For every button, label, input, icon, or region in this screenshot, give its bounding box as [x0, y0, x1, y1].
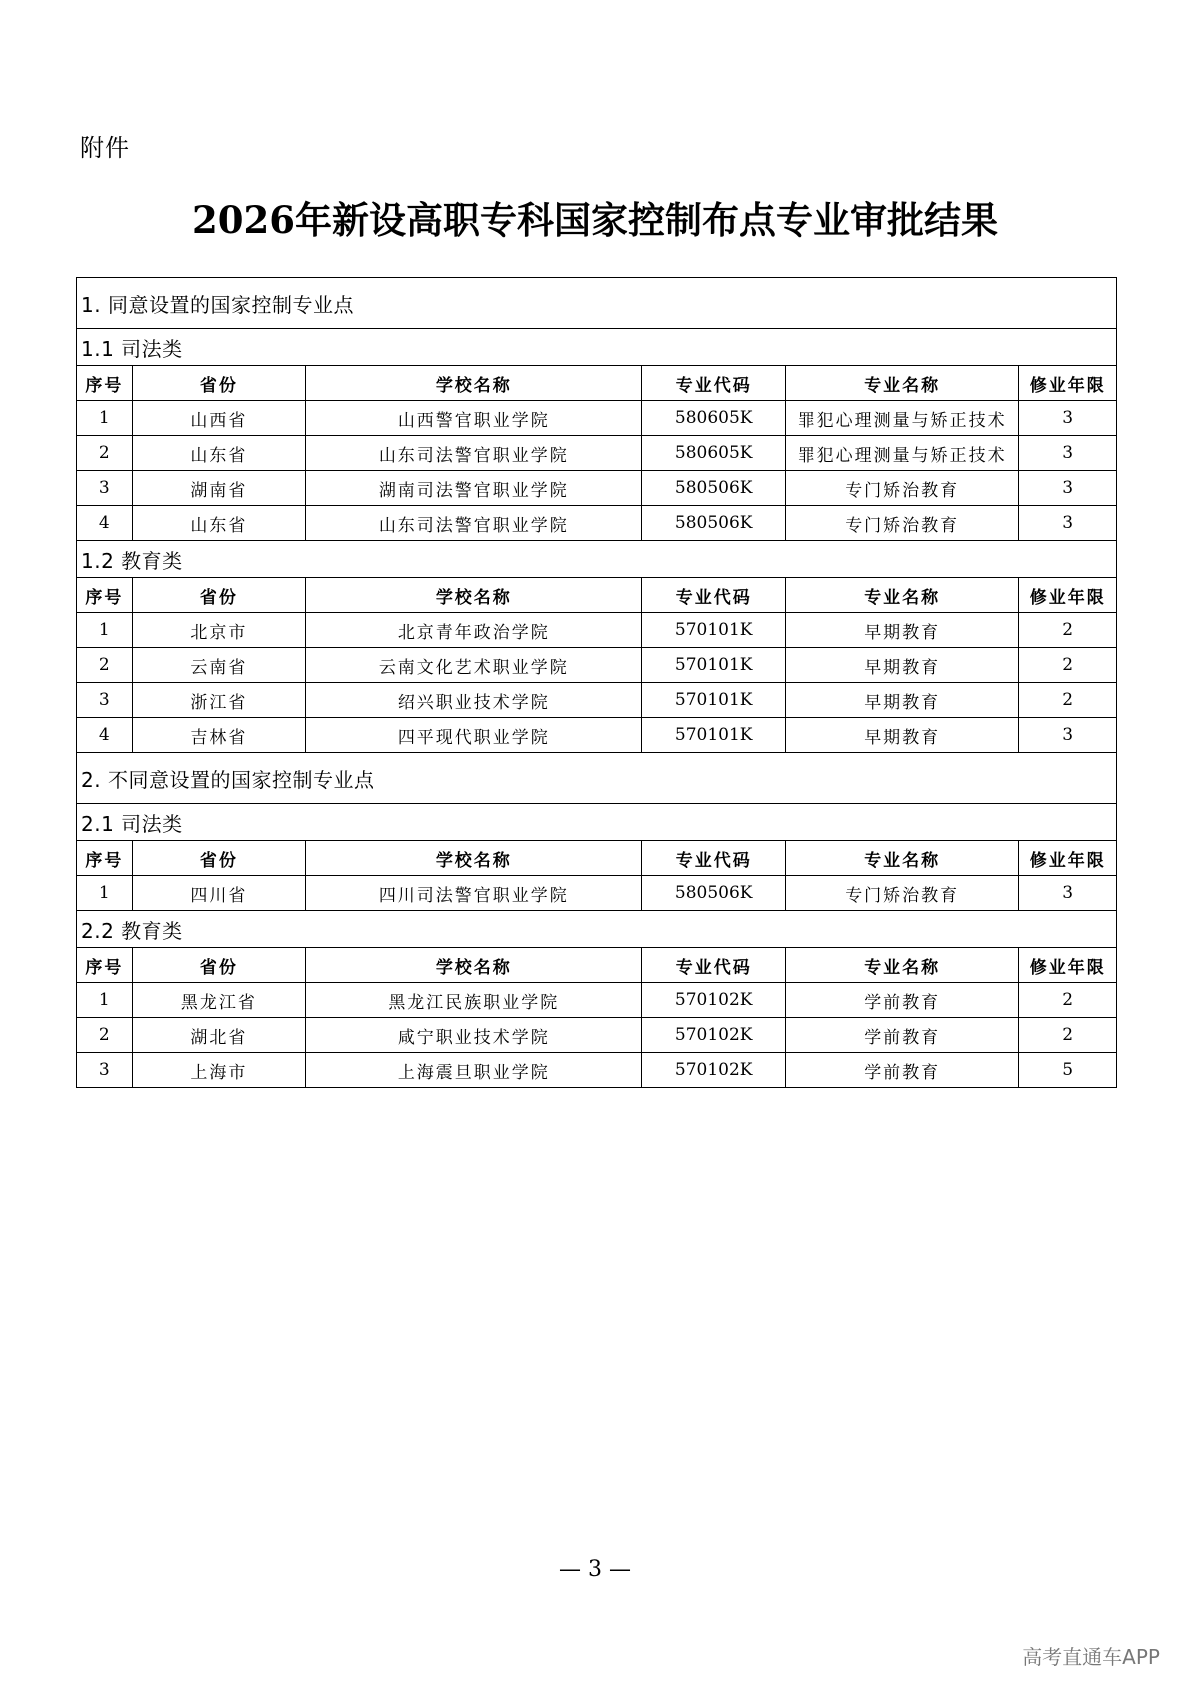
- cell-major-code: 580506K: [642, 876, 786, 911]
- header-study-years: 修业年限: [1019, 578, 1117, 613]
- cell-major-code: 570102K: [642, 1053, 786, 1088]
- table-row: [77, 683, 1117, 718]
- cell-province: 上海市: [132, 1053, 305, 1088]
- category-title-row: [77, 541, 1117, 578]
- category-title-row: [77, 804, 1117, 841]
- header-province: 省份: [132, 948, 305, 983]
- cell-major-name: 罪犯心理测量与矫正技术: [785, 401, 1018, 436]
- header-serial: 序号: [77, 578, 133, 613]
- header-school-name: 学校名称: [306, 841, 642, 876]
- cell-major-code: 580605K: [642, 401, 786, 436]
- cell-school-name: 山东司法警官职业学院: [306, 436, 642, 471]
- attachment-label: 附件: [80, 134, 130, 162]
- category-title-row: [77, 329, 1117, 366]
- cell-province: 湖北省: [132, 1018, 305, 1053]
- cell-school-name: 咸宁职业技术学院: [306, 1018, 642, 1053]
- cell-major-name: 早期教育: [785, 613, 1018, 648]
- header-school-name: 学校名称: [306, 578, 642, 613]
- cell-serial: 3: [77, 1053, 133, 1088]
- cell-major-name: 罪犯心理测量与矫正技术: [785, 436, 1018, 471]
- cell-school-name: 四平现代职业学院: [306, 718, 642, 753]
- table-row: [77, 613, 1117, 648]
- cell-school-name: 云南文化艺术职业学院: [306, 648, 642, 683]
- cell-school-name: 绍兴职业技术学院: [306, 683, 642, 718]
- header-school-name: 学校名称: [306, 948, 642, 983]
- section-title: 1. 同意设置的国家控制专业点: [77, 278, 1117, 329]
- cell-study-years: 3: [1019, 471, 1117, 506]
- section-title-row: [77, 278, 1117, 329]
- cell-major-code: 580605K: [642, 436, 786, 471]
- cell-major-name: 学前教育: [785, 983, 1018, 1018]
- cell-major-name: 专门矫治教育: [785, 876, 1018, 911]
- cell-major-code: 580506K: [642, 471, 786, 506]
- header-school-name: 学校名称: [306, 366, 642, 401]
- header-major-code: 专业代码: [642, 578, 786, 613]
- cell-province: 山东省: [132, 436, 305, 471]
- section-title: 2. 不同意设置的国家控制专业点: [77, 753, 1117, 804]
- header-major-name: 专业名称: [785, 578, 1018, 613]
- cell-school-name: 四川司法警官职业学院: [306, 876, 642, 911]
- watermark: 高考直通车APP: [1022, 1645, 1160, 1669]
- header-major-name: 专业名称: [785, 841, 1018, 876]
- header-major-code: 专业代码: [642, 366, 786, 401]
- document-title: 2026年新设高职专科国家控制布点专业审批结果: [192, 198, 998, 242]
- header-study-years: 修业年限: [1019, 841, 1117, 876]
- cell-province: 北京市: [132, 613, 305, 648]
- cell-study-years: 2: [1019, 1018, 1117, 1053]
- cell-school-name: 山东司法警官职业学院: [306, 506, 642, 541]
- table-row: [77, 1018, 1117, 1053]
- cell-serial: 2: [77, 1018, 133, 1053]
- cell-school-name: 北京青年政治学院: [306, 613, 642, 648]
- cell-province: 浙江省: [132, 683, 305, 718]
- header-province: 省份: [132, 366, 305, 401]
- cell-major-code: 570101K: [642, 718, 786, 753]
- cell-study-years: 2: [1019, 613, 1117, 648]
- header-major-name: 专业名称: [785, 948, 1018, 983]
- cell-province: 黑龙江省: [132, 983, 305, 1018]
- cell-study-years: 2: [1019, 683, 1117, 718]
- cell-major-code: 570102K: [642, 1018, 786, 1053]
- cell-serial: 1: [77, 876, 133, 911]
- category-title-row: [77, 911, 1117, 948]
- section-title-row: [77, 753, 1117, 804]
- header-province: 省份: [132, 578, 305, 613]
- table-header-row: [77, 366, 1117, 401]
- table-row: [77, 1053, 1117, 1088]
- cell-province: 云南省: [132, 648, 305, 683]
- cell-study-years: 3: [1019, 401, 1117, 436]
- table-row: [77, 401, 1117, 436]
- cell-major-name: 早期教育: [785, 648, 1018, 683]
- header-major-code: 专业代码: [642, 948, 786, 983]
- cell-study-years: 5: [1019, 1053, 1117, 1088]
- table-row: [77, 718, 1117, 753]
- cell-study-years: 2: [1019, 983, 1117, 1018]
- cell-school-name: 湖南司法警官职业学院: [306, 471, 642, 506]
- table-row: [77, 471, 1117, 506]
- approval-results-table: [76, 277, 1117, 1088]
- table-body: [77, 278, 1117, 1088]
- cell-major-name: 早期教育: [785, 683, 1018, 718]
- table-header-row: [77, 948, 1117, 983]
- header-serial: 序号: [77, 366, 133, 401]
- header-serial: 序号: [77, 948, 133, 983]
- cell-serial: 4: [77, 718, 133, 753]
- cell-province: 山西省: [132, 401, 305, 436]
- category-title: 1.1 司法类: [77, 329, 1117, 366]
- category-title: 1.2 教育类: [77, 541, 1117, 578]
- cell-major-name: 早期教育: [785, 718, 1018, 753]
- table-row: [77, 506, 1117, 541]
- cell-serial: 3: [77, 471, 133, 506]
- table-header-row: [77, 578, 1117, 613]
- cell-serial: 2: [77, 648, 133, 683]
- cell-major-code: 570101K: [642, 648, 786, 683]
- cell-major-name: 专门矫治教育: [785, 471, 1018, 506]
- header-province: 省份: [132, 841, 305, 876]
- cell-province: 山东省: [132, 506, 305, 541]
- cell-major-code: 570102K: [642, 983, 786, 1018]
- cell-serial: 3: [77, 683, 133, 718]
- cell-serial: 1: [77, 401, 133, 436]
- category-title: 2.2 教育类: [77, 911, 1117, 948]
- cell-serial: 2: [77, 436, 133, 471]
- cell-serial: 1: [77, 983, 133, 1018]
- cell-major-code: 580506K: [642, 506, 786, 541]
- cell-major-name: 专门矫治教育: [785, 506, 1018, 541]
- cell-study-years: 2: [1019, 648, 1117, 683]
- cell-study-years: 3: [1019, 506, 1117, 541]
- header-study-years: 修业年限: [1019, 948, 1117, 983]
- table-header-row: [77, 841, 1117, 876]
- cell-major-name: 学前教育: [785, 1053, 1018, 1088]
- header-major-name: 专业名称: [785, 366, 1018, 401]
- cell-serial: 4: [77, 506, 133, 541]
- cell-province: 湖南省: [132, 471, 305, 506]
- cell-major-name: 学前教育: [785, 1018, 1018, 1053]
- cell-school-name: 山西警官职业学院: [306, 401, 642, 436]
- cell-school-name: 黑龙江民族职业学院: [306, 983, 642, 1018]
- page-number: — 3 —: [559, 1557, 631, 1582]
- cell-study-years: 3: [1019, 876, 1117, 911]
- category-title: 2.1 司法类: [77, 804, 1117, 841]
- cell-study-years: 3: [1019, 718, 1117, 753]
- table-row: [77, 648, 1117, 683]
- cell-study-years: 3: [1019, 436, 1117, 471]
- cell-province: 四川省: [132, 876, 305, 911]
- cell-major-code: 570101K: [642, 613, 786, 648]
- cell-school-name: 上海震旦职业学院: [306, 1053, 642, 1088]
- cell-serial: 1: [77, 613, 133, 648]
- table-row: [77, 983, 1117, 1018]
- header-serial: 序号: [77, 841, 133, 876]
- header-major-code: 专业代码: [642, 841, 786, 876]
- cell-province: 吉林省: [132, 718, 305, 753]
- header-study-years: 修业年限: [1019, 366, 1117, 401]
- table-row: [77, 436, 1117, 471]
- cell-major-code: 570101K: [642, 683, 786, 718]
- table-row: [77, 876, 1117, 911]
